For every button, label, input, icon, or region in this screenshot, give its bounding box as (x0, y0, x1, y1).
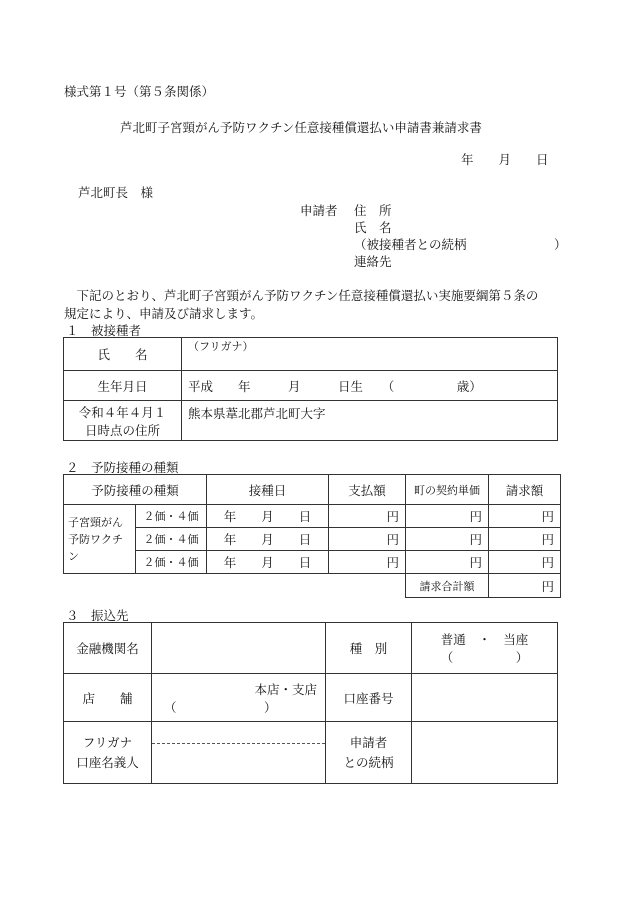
recipient-address-field[interactable]: 熊本県葦北郡芦北町大字 (182, 401, 558, 441)
vaccine-name-line-2: 予防ワクチ (68, 532, 123, 546)
applicant-contact-label: 連絡先 (354, 254, 392, 269)
header-vaccine-type: 予防接種の種類 (64, 475, 207, 505)
section3-heading: ３ 振込先 (66, 608, 129, 623)
row-2-kind[interactable]: ２価・４価 (136, 528, 207, 551)
applicant-address-label: 住 所 (354, 203, 392, 218)
row-1-kind[interactable]: ２価・４価 (136, 505, 207, 528)
bank-name-label: 金融機関名 (64, 623, 152, 674)
total-label: 請求合計額 (406, 574, 489, 598)
relation-label-line-1: 申請者 (349, 734, 388, 750)
branch-options: 本店・支店 (254, 681, 317, 697)
account-type-label: 種 別 (326, 623, 412, 674)
recipient-name-field[interactable] (182, 338, 558, 371)
row-3-unit[interactable]: 円 (406, 551, 489, 574)
account-type-options: 普通 ・ 当座 (440, 632, 529, 647)
bank-name-field[interactable] (152, 623, 326, 674)
branch-label: 店 舗 (64, 674, 152, 722)
row-3-date[interactable]: 年 月 日 (207, 551, 329, 574)
vaccination-table (63, 474, 561, 598)
row-2-claim[interactable]: 円 (489, 528, 561, 551)
total-value[interactable]: 円 (489, 574, 561, 598)
bank-table (63, 622, 558, 784)
row-3-kind[interactable]: ２価・４価 (136, 551, 207, 574)
recipient-address-label-line-2: 日時点の住所 (84, 422, 160, 438)
relation-label (326, 722, 412, 784)
row-3-claim[interactable]: 円 (489, 551, 561, 574)
account-number-field[interactable] (412, 674, 558, 722)
birth-date-field[interactable]: 平成 年 月 日生 （ 歳） (182, 371, 558, 401)
applicant-label: 申請者 (300, 203, 338, 218)
form-title: 芦北町子宮頸がん予防ワクチン任意接種償還払い申請書兼請求書 (120, 120, 482, 135)
date-line: 年 月 日 (461, 152, 549, 167)
account-holder-field[interactable] (152, 722, 326, 784)
header-paid: 支払額 (329, 475, 406, 505)
relation-label-line-2: との続柄 (343, 754, 394, 770)
section2-heading: ２ 予防接種の種類 (66, 460, 179, 475)
recipient-table (63, 337, 558, 441)
branch-field[interactable] (152, 674, 326, 722)
section1-heading: １ 被接種者 (66, 323, 142, 338)
header-date: 接種日 (207, 475, 329, 505)
recipient-address-label (64, 401, 182, 441)
addressee: 芦北町長 様 (78, 185, 154, 200)
account-holder-label-line-1: フリガナ (82, 734, 133, 750)
birth-date-label: 生年月日 (64, 371, 182, 401)
relation-field[interactable] (412, 722, 558, 784)
row-1-unit[interactable]: 円 (406, 505, 489, 528)
vaccine-name-line-3: ン (68, 549, 79, 563)
vaccine-name (64, 505, 136, 574)
form-number: 様式第１号（第５条関係） (64, 84, 215, 99)
account-holder-label (64, 722, 152, 784)
account-number-label: 口座番号 (326, 674, 412, 722)
account-holder-label-line-2: 口座名義人 (76, 754, 139, 770)
row-1-paid[interactable]: 円 (329, 505, 406, 528)
branch-paren: （ ） (164, 699, 277, 715)
row-2-date[interactable]: 年 月 日 (207, 528, 329, 551)
header-claim: 請求額 (489, 475, 561, 505)
body-text-line-2: 規定により、申請及び請求します。 (64, 306, 264, 321)
header-unit-price: 町の契約単価 (406, 475, 489, 505)
account-type-field[interactable] (412, 623, 558, 674)
applicant-name-label: 氏 名 (354, 220, 392, 235)
row-1-claim[interactable]: 円 (489, 505, 561, 528)
row-1-date[interactable]: 年 月 日 (207, 505, 329, 528)
row-2-unit[interactable]: 円 (406, 528, 489, 551)
account-type-paren: （ ） (440, 650, 529, 665)
recipient-name-label: 氏 名 (64, 338, 182, 371)
row-2-paid[interactable]: 円 (329, 528, 406, 551)
vaccine-name-line-1: 子宮頸がん (68, 515, 123, 529)
furigana-label: （フリガナ） (188, 340, 254, 353)
applicant-relation-label: （被接種者との続柄 ） (354, 237, 567, 252)
row-3-paid[interactable]: 円 (329, 551, 406, 574)
body-text-line-1: 下記のとおり、芦北町子宮頸がん予防ワクチン任意接種償還払い実施要綱第５条の (64, 288, 539, 303)
furigana-divider (152, 743, 325, 744)
recipient-address-label-line-1: 令和４年４月１ (78, 404, 167, 420)
